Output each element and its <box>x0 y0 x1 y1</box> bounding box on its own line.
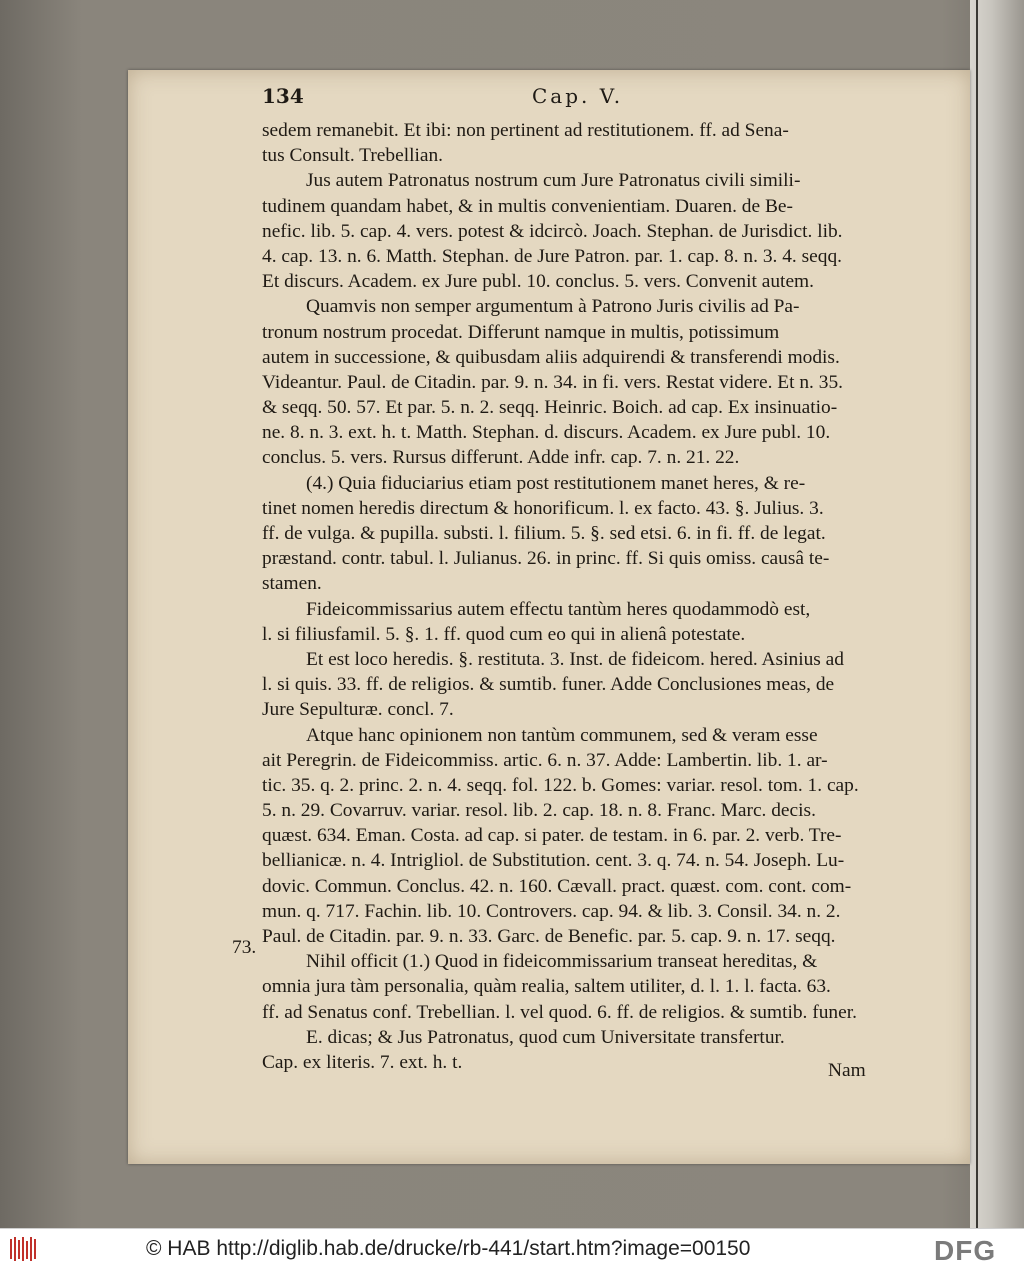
text-line: & seqq. 50. 57. Et par. 5. n. 2. seqq. Heinric. Boich. ad cap. Ex insinuatio- <box>262 397 838 419</box>
text-line: ne. 8. n. 3. ext. h. t. Matth. Stephan. d. discurs. Academ. ex Jure publ. 10. <box>262 422 831 444</box>
text-line: Atque hanc opinionem non tantùm communem, sed & veram esse <box>306 724 818 746</box>
text-line: Videantur. Paul. de Citadin. par. 9. n. 34. in fi. vers. Restat videre. Et n. 35. <box>262 371 843 393</box>
text-line: præstand. contr. tabul. l. Julianus. 26. in princ. ff. Si quis omiss. causâ te- <box>262 548 830 570</box>
text-line: Et est loco heredis. §. restituta. 3. Inst. de fideicom. hered. Asinius ad <box>306 648 844 670</box>
text-line: ff. ad Senatus conf. Trebellian. l. vel quod. 6. ff. de religios. & sumtib. funer. <box>262 1001 857 1023</box>
text-line: stamen. <box>262 573 322 595</box>
hab-logo-icon[interactable] <box>8 1235 40 1263</box>
page-edge-line <box>976 0 978 1228</box>
text-line: nefic. lib. 5. cap. 4. vers. potest & idcircò. Joach. Stephan. de Jurisdict. lib. <box>262 220 843 242</box>
text-line: Fideicommissarius autem effectu tantùm heres quodammodò est, <box>306 598 811 620</box>
copyright-link[interactable]: © HAB http://diglib.hab.de/drucke/rb-441/start.htm?image=00150 <box>146 1237 751 1260</box>
text-line: Cap. ex literis. 7. ext. h. t. <box>262 1051 463 1073</box>
text-line: dovic. Commun. Conclus. 42. n. 160. Cævall. pract. quæst. com. cont. com- <box>262 875 852 897</box>
svg-text:DFG: DFG <box>934 1237 997 1263</box>
text-line: Paul. de Citadin. par. 9. n. 33. Garc. de Benefic. par. 5. cap. 9. n. 17. seqq. <box>262 926 836 947</box>
text-line: tudinem quandam habet, & in multis convenientiam. Duaren. de Be- <box>262 195 793 217</box>
page-header <box>262 84 902 114</box>
text-line: tic. 35. q. 2. princ. 2. n. 4. seqq. fol. 122. b. Gomes: variar. resol. tom. 1. cap. <box>262 774 859 796</box>
text-line: mun. q. 717. Fachin. lib. 10. Controvers. cap. 94. & lib. 3. Consil. 34. n. 2. <box>262 900 841 922</box>
catchword: Nam <box>828 1060 866 1081</box>
page-body <box>262 118 882 1075</box>
chapter-heading: Cap. V. <box>532 84 624 108</box>
text-line: autem in successione, & quibusdam aliis adquirendi & transferendi modis. <box>262 346 840 368</box>
viewer-footer <box>0 1228 1024 1269</box>
text-line: (4.) Quia fiduciarius etiam post restitutionem manet heres, & re- <box>306 472 806 494</box>
text-line: conclus. 5. vers. Rursus differunt. Adde infr. cap. 7. n. 21. 22. <box>262 447 740 469</box>
dfg-logo-icon[interactable] <box>934 1237 1018 1263</box>
text-line: quæst. 634. Eman. Costa. ad cap. si pater. de testam. in 6. par. 2. verb. Tre- <box>262 825 842 847</box>
text-line: tinet nomen heredis directum & honorificum. l. ex facto. 43. §. Julius. 3. <box>262 497 824 519</box>
margin-number: 73. <box>232 937 257 958</box>
text-line: l. si filiusfamil. 5. §. 1. ff. quod cum eo qui in alienâ potestate. <box>262 623 746 645</box>
text-line: 5. n. 29. Covarruv. variar. resol. lib. 2. cap. 18. n. 8. Franc. Marc. decis. <box>262 800 816 822</box>
text-line: Et discurs. Academ. ex Jure publ. 10. conclus. 5. vers. Convenit autem. <box>262 271 814 293</box>
text-line: ff. de vulga. & pupilla. substi. l. filium. 5. §. sed etsi. 6. in fi. ff. de legat. <box>262 523 826 544</box>
text-line: Nihil officit (1.) Quod in fideicommissarium transeat hereditas, & <box>306 951 818 973</box>
text-line: 4. cap. 13. n. 6. Matth. Stephan. de Jure Patron. par. 1. cap. 8. n. 3. 4. seqq. <box>262 245 842 267</box>
text-line: E. dicas; & Jus Patronatus, quod cum Universitate transfertur. <box>306 1026 785 1048</box>
text-line: omnia jura tàm personalia, quàm realia, saltem utiliter, d. l. 1. l. facta. 63. <box>262 976 831 998</box>
text-line: tus Consult. Trebellian. <box>262 145 444 167</box>
next-page-edge <box>970 0 1024 1228</box>
text-line: sedem remanebit. Et ibi: non pertinent ad restitutionem. ff. ad Sena- <box>262 120 789 141</box>
text-line: Jus autem Patronatus nostrum cum Jure Patronatus civili simili- <box>306 170 801 192</box>
text-line: Jure Sepulturæ. concl. 7. <box>262 699 454 721</box>
text-line: tronum nostrum procedat. Differunt namque in multis, potissimum <box>262 321 780 343</box>
text-line: ait Peregrin. de Fideicommiss. artic. 6. n. 37. Adde: Lambertin. lib. 1. ar- <box>262 749 828 771</box>
page-number: 134 <box>262 84 304 108</box>
text-line: l. si quis. 33. ff. de religios. & sumtib. funer. Adde Conclusiones meas, de <box>262 674 835 696</box>
text-line: bellianicæ. n. 4. Intrigliol. de Substitution. cent. 3. q. 74. n. 54. Joseph. Lu- <box>262 850 845 872</box>
text-line: Quamvis non semper argumentum à Patrono Juris civilis ad Pa- <box>306 296 800 318</box>
